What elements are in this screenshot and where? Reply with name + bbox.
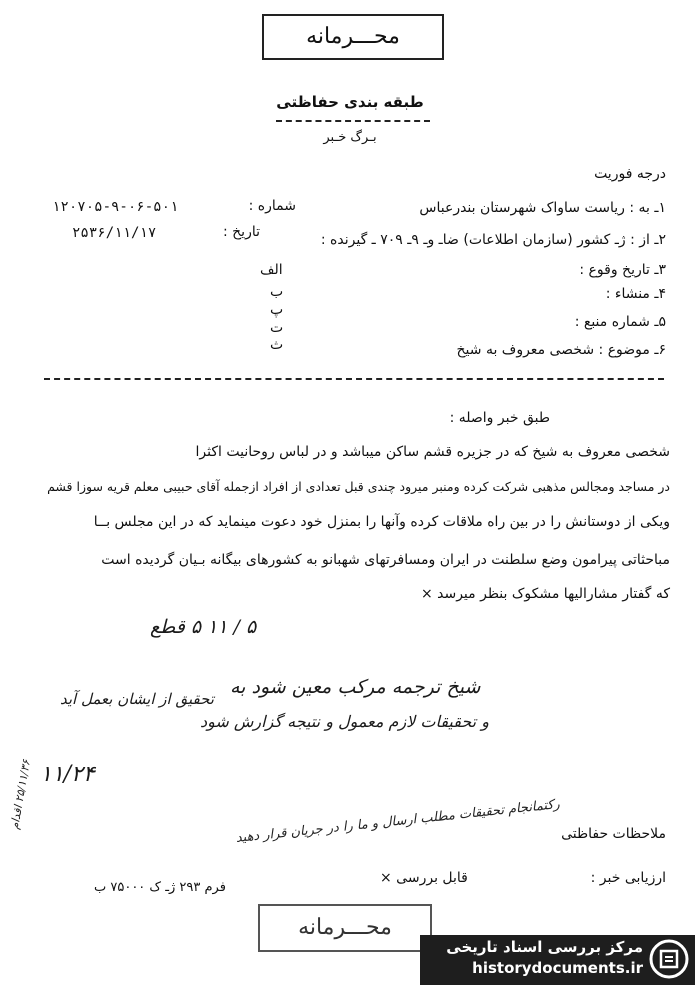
- handwritten-date: ۱۱/۲۴: [40, 762, 95, 787]
- field-from: ۲ـ از : ژـ کشور (سازمان اطلاعات) ضاـ وـ ۹ـ ۷۰۹ ـ گیرنده :: [320, 232, 666, 248]
- grade-alef: الف: [260, 262, 283, 278]
- field-subject: ۶ـ موضوع : شخصی معروف به شیخ: [456, 342, 666, 358]
- handwritten-margin-scribble: ۲۵/۱۱/۳۶ اقدام: [8, 758, 34, 831]
- date-value: ۲۵۳۶/۱۱/۱۷: [72, 225, 157, 241]
- watermark-banner: [420, 935, 695, 985]
- handwritten-line-1: شیخ ترجمه مرکب معین شود به: [230, 676, 481, 698]
- classification-title: طبقه بندی حفاظتی: [276, 93, 424, 111]
- grade-se: ث: [270, 337, 284, 353]
- confidential-stamp-bottom: محـــرمانه: [258, 904, 432, 952]
- field-source: ۴ـ منشاء :: [605, 286, 666, 302]
- report-line-5: که گفتار مشارالیها مشکوک بنظر میرسد ×: [420, 586, 670, 602]
- grade-te: ت: [270, 320, 284, 336]
- assessment-label: ارزیابی خبر :: [590, 870, 666, 886]
- date-label: تاریخ :: [222, 224, 260, 240]
- document-logo-icon: [649, 939, 689, 979]
- divider: [276, 120, 430, 122]
- watermark-org-name: مرکز بررسی اسناد تاریخی: [446, 938, 643, 956]
- divider: [44, 378, 664, 380]
- handwritten-side-note: رکتمانجام تحقیقات مطلب ارسال و ما را در جریان قرار دهید: [235, 797, 561, 846]
- handwritten-line-3: تحقیق از ایشان بعمل آید: [60, 690, 214, 708]
- observations-label: ملاحظات حفاظتی: [561, 826, 666, 842]
- field-date-occurrence: ۳ـ تاریخ وقوع :: [579, 262, 666, 278]
- confidential-stamp-top: محـــرمانه: [262, 14, 444, 60]
- form-code: فرم ۲۹۳ ژـ ک ۷۵۰۰۰ ب: [94, 880, 226, 895]
- number-label: شماره :: [248, 198, 296, 214]
- watermark-url: historydocuments.ir: [472, 959, 643, 977]
- report-intro: طبق خبر واصله :: [449, 410, 550, 426]
- grade-be: ب: [270, 284, 284, 300]
- form-title: بـرگ خـبر: [323, 130, 377, 145]
- handwritten-header: ۵ / ۱۱ ۵ قطع: [150, 616, 257, 638]
- report-line-1: شخصی معروف به شیخ که در جزیره قشم ساکن میباشد و در لباس روحانیت اکثرا: [195, 444, 670, 460]
- number-value: ۱۲۰۷۰۵-۹-۰۶-۵۰۱: [52, 199, 179, 215]
- field-to: ۱ـ به : ریاست ساواک شهرستان بندرعباس: [419, 200, 666, 216]
- field-source-number: ۵ـ شماره منبع :: [574, 314, 666, 330]
- grade-pe: پ: [270, 302, 284, 318]
- report-line-3: ویکی از دوستانش را در بین راه ملاقات کرده وآنها را بمنزل خود دعوت مینماید که در این مجلس بــا: [93, 514, 670, 530]
- report-line-4: مباحثاتی پیرامون وضع سلطنت در ایران ومسافرتهای شهبانو به کشورهای بیگانه بـیان گردیده است: [101, 552, 670, 568]
- report-line-2: در مساجد ومجالس مذهبی شرکت کرده ومنبر میرود چندی قبل تعدادی از افراد ازجمله آقای حبیبی معلم قریه سوزا قشم: [47, 479, 670, 494]
- priority-label: درجه فوریت: [594, 166, 666, 182]
- handwritten-line-2: و تحقیقات لازم معمول و نتیجه گزارش شود: [200, 712, 489, 731]
- assessment-value: قابل بررسی ×: [380, 870, 468, 886]
